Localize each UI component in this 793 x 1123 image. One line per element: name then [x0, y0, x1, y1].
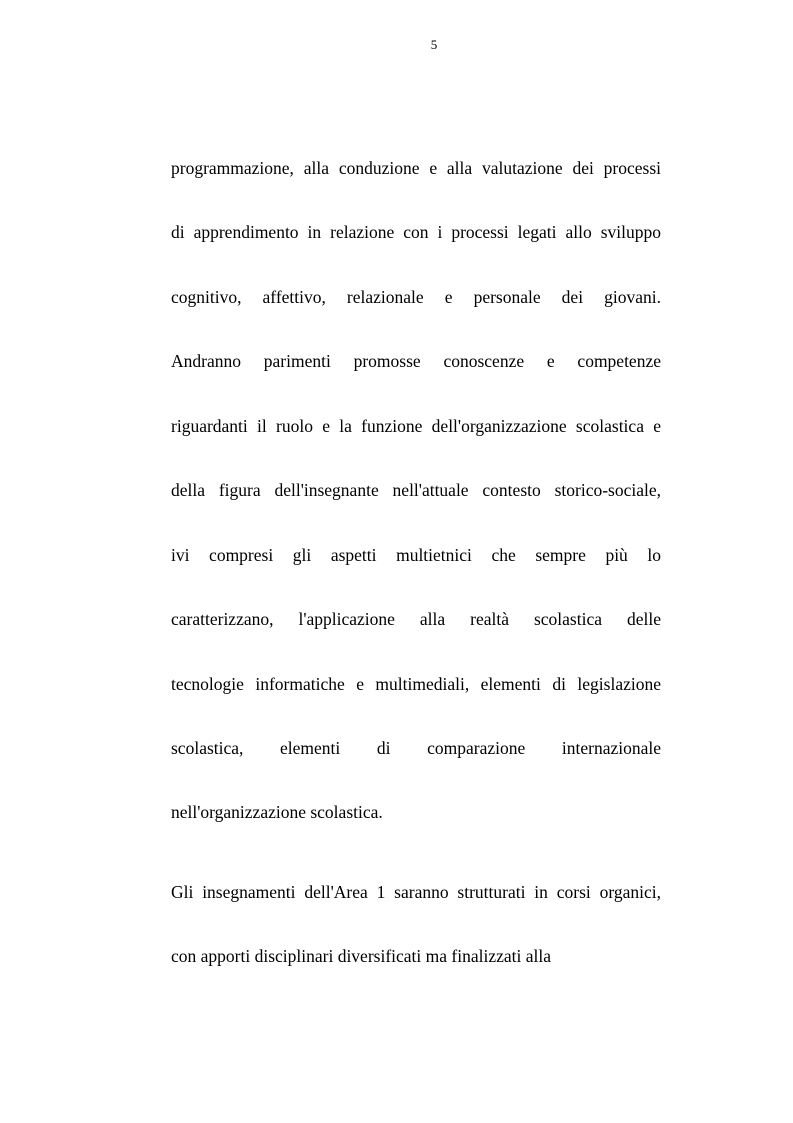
text-line: riguardanti il ruolo e la funzione dell'organizzazione scolastica e: [171, 416, 661, 436]
text-line: Andranno parimenti promosse conoscenze e competenze: [171, 351, 661, 371]
text-line: cognitivo, affettivo, relazionale e personale dei giovani.: [171, 287, 661, 307]
text-line: programmazione, alla conduzione e alla valutazione dei processi: [171, 158, 661, 178]
text-line: caratterizzano, l'applicazione alla realtà scolastica delle: [171, 609, 661, 629]
text-line: ivi compresi gli aspetti multietnici che sempre più lo: [171, 545, 661, 565]
page-number: 5: [430, 37, 438, 52]
text-line: con apporti disciplinari diversificati ma finalizzati alla: [171, 946, 551, 966]
text-line: della figura dell'insegnante nell'attuale contesto storico-sociale,: [171, 480, 661, 500]
text-line: Gli insegnamenti dell'Area 1 saranno strutturati in corsi organici,: [171, 882, 661, 902]
text-line: tecnologie informatiche e multimediali, elementi di legislazione: [171, 674, 661, 694]
text-line: scolastica, elementi di comparazione internazionale: [171, 738, 661, 758]
text-line: nell'organizzazione scolastica.: [171, 802, 383, 822]
text-line: di apprendimento in relazione con i processi legati allo sviluppo: [171, 222, 661, 242]
